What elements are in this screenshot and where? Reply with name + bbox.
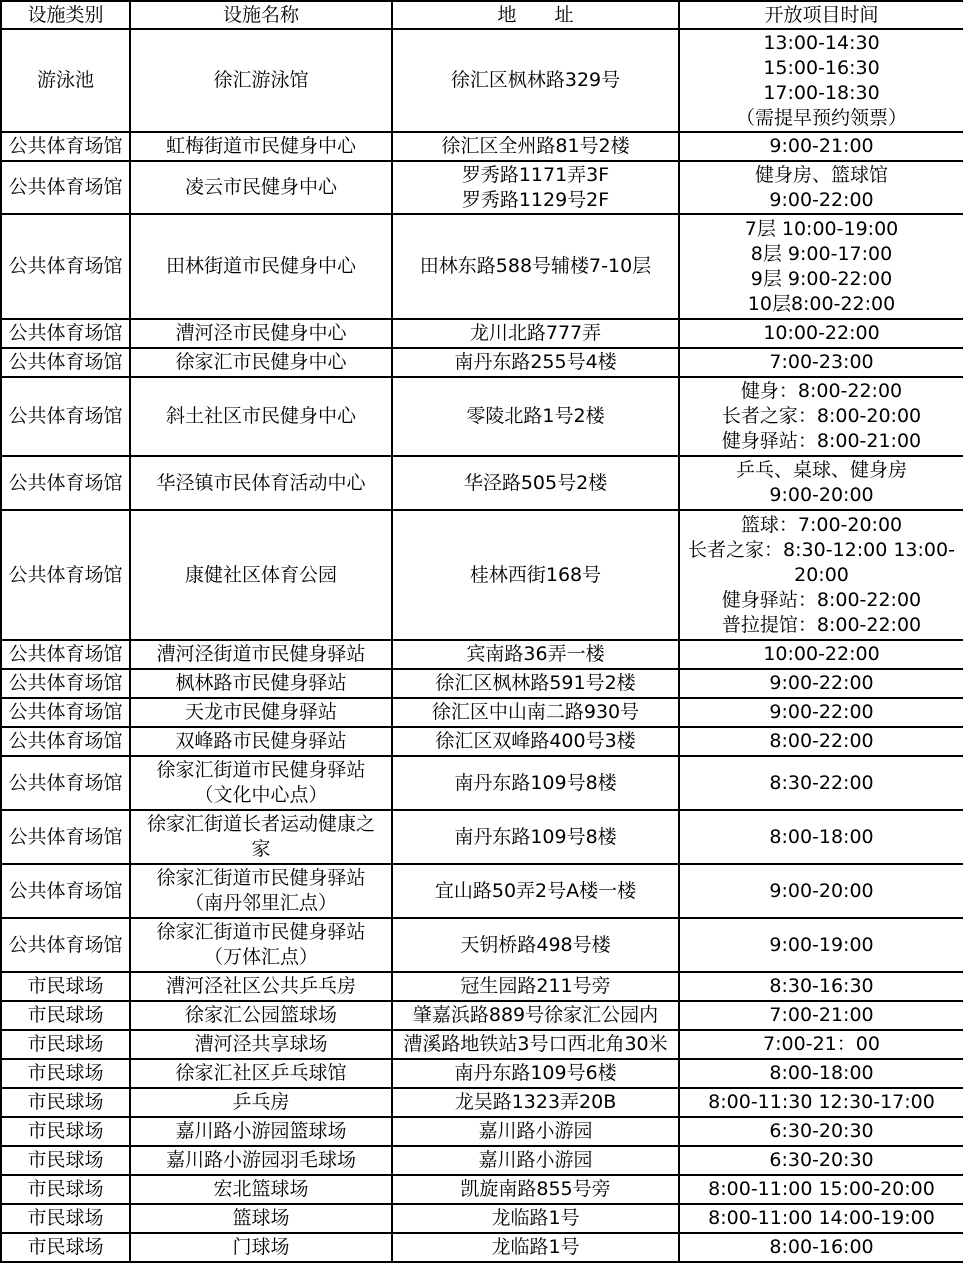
cell-hours-line: 8:00-22:00 <box>769 730 874 752</box>
cell-address-line: 龙吴路1323弄20B <box>454 1091 617 1113</box>
cell-address <box>392 810 679 864</box>
cell-hours-line: 10:00-22:00 <box>763 643 880 665</box>
cell-hours-line: 7:00-21：00 <box>763 1033 880 1055</box>
cell-hours-line: 长者之家：8:00-20:00 <box>721 405 922 427</box>
table-row <box>1 1001 963 1030</box>
cell-address <box>392 377 679 456</box>
cell-facility-name <box>130 810 392 864</box>
cell-hours <box>679 756 963 810</box>
cell-category: 公共体育场馆 <box>1 810 130 864</box>
cell-address <box>392 640 679 669</box>
cell-category: 市民球场 <box>1 1175 130 1204</box>
header-row <box>1 1 963 29</box>
cell-address <box>392 161 679 214</box>
cell-hours-line: 9:00-21:00 <box>769 135 874 157</box>
cell-hours-line: 长者之家：8:30-12:00 13:00- <box>688 538 955 561</box>
cell-address <box>392 1146 679 1175</box>
cell-hours <box>679 1204 963 1233</box>
cell-facility-name-line: 双峰路市民健身驿站 <box>175 730 347 752</box>
cell-facility-name <box>130 756 392 810</box>
table-row <box>1 456 963 510</box>
cell-address <box>392 1233 679 1262</box>
cell-address <box>392 456 679 510</box>
cell-category: 游泳池 <box>1 29 130 132</box>
cell-facility-name-line: 徐家汇街道长者运动健康之 <box>146 813 375 835</box>
cell-hours-line: 9:00-19:00 <box>769 933 874 956</box>
table-row <box>1 698 963 727</box>
table-row <box>1 1117 963 1146</box>
cell-hours <box>679 161 963 214</box>
cell-category: 公共体育场馆 <box>1 669 130 698</box>
cell-facility-name-line: 乒乓房 <box>232 1091 290 1113</box>
table-row <box>1 756 963 810</box>
cell-address <box>392 1030 679 1059</box>
cell-hours <box>679 640 963 669</box>
cell-address <box>392 698 679 727</box>
cell-facility-name <box>130 727 392 756</box>
cell-hours <box>679 29 963 132</box>
cell-category: 公共体育场馆 <box>1 348 130 377</box>
cell-facility-name-line: 徐家汇社区乒乓球馆 <box>175 1062 347 1084</box>
cell-hours-line: 17:00-18:30 <box>763 81 880 104</box>
cell-category: 公共体育场馆 <box>1 510 130 640</box>
cell-hours <box>679 727 963 756</box>
cell-hours <box>679 1233 963 1262</box>
cell-category: 公共体育场馆 <box>1 727 130 756</box>
cell-hours-line: 15:00-16:30 <box>763 56 880 79</box>
cell-facility-name <box>130 1117 392 1146</box>
cell-address-line: 南丹东路255号4楼 <box>454 351 617 373</box>
cell-category: 市民球场 <box>1 1088 130 1117</box>
cell-category: 公共体育场馆 <box>1 756 130 810</box>
cell-address-line: 田林东路588号辅楼7-10层 <box>419 255 652 277</box>
cell-hours-line: 6:30-20:30 <box>769 1149 874 1171</box>
cell-facility-name <box>130 1233 392 1262</box>
cell-facility-name-line: 虹梅街道市民健身中心 <box>165 135 356 157</box>
cell-address <box>392 727 679 756</box>
cell-hours-line: 9:00-22:00 <box>769 701 874 723</box>
cell-hours-line: 健身：8:00-22:00 <box>740 380 903 402</box>
cell-hours <box>679 1001 963 1030</box>
cell-facility-name <box>130 918 392 972</box>
cell-category: 市民球场 <box>1 1204 130 1233</box>
cell-category: 市民球场 <box>1 1030 130 1059</box>
cell-hours <box>679 214 963 319</box>
cell-address-line: 徐汇区中山南二路930号 <box>431 701 640 723</box>
cell-facility-name-line: 斜土社区市民健身中心 <box>165 405 356 427</box>
cell-facility-name-line: 徐汇游泳馆 <box>213 69 309 91</box>
cell-category: 市民球场 <box>1 1233 130 1262</box>
cell-facility-name <box>130 29 392 132</box>
cell-facility-name <box>130 1146 392 1175</box>
cell-facility-name <box>130 1175 392 1204</box>
cell-address <box>392 132 679 161</box>
cell-hours-line: 9:00-20:00 <box>769 484 874 506</box>
cell-facility-name <box>130 669 392 698</box>
cell-address-line: 凯旋南路855号旁 <box>460 1178 611 1200</box>
cell-address-line: 南丹东路109号8楼 <box>454 771 617 794</box>
cell-facility-name-line: （南丹邻里汇点） <box>184 892 337 914</box>
cell-facility-name-line: 宏北篮球场 <box>213 1178 309 1200</box>
cell-hours-line: 9:00-22:00 <box>769 672 874 694</box>
cell-hours-line: 8:30-16:30 <box>769 975 874 997</box>
cell-hours <box>679 456 963 510</box>
cell-hours <box>679 669 963 698</box>
cell-address <box>392 756 679 810</box>
cell-address <box>392 29 679 132</box>
table-row <box>1 1204 963 1233</box>
cell-hours-line: 健身驿站：8:00-21:00 <box>721 430 922 452</box>
cell-address <box>392 1001 679 1030</box>
cell-hours-line: 6:30-20:30 <box>769 1120 874 1142</box>
cell-hours-line: 13:00-14:30 <box>763 31 880 54</box>
table-row <box>1 918 963 972</box>
cell-address-line: 漕溪路地铁站3号口西北角30米 <box>403 1033 668 1055</box>
cell-category: 公共体育场馆 <box>1 132 130 161</box>
cell-hours-line: 9层 9:00-22:00 <box>750 267 893 290</box>
table-row <box>1 810 963 864</box>
cell-facility-name-line: 凌云市民健身中心 <box>184 176 337 198</box>
cell-facility-name-line: 漕河泾共享球场 <box>194 1033 328 1055</box>
table-row <box>1 377 963 456</box>
cell-hours-line: 乒乓、桌球、健身房 <box>735 459 907 481</box>
cell-facility-name <box>130 319 392 348</box>
cell-hours-line: 健身房、篮球馆 <box>754 163 888 186</box>
cell-hours-line: 10层8:00-22:00 <box>747 292 896 315</box>
cell-hours-line: 普拉提馆：8:00-22:00 <box>721 613 922 636</box>
table-row <box>1 669 963 698</box>
table-row <box>1 510 963 640</box>
cell-hours-line: 9:00-22:00 <box>769 188 874 211</box>
cell-address-line: 南丹东路109号6楼 <box>454 1062 617 1084</box>
table-row <box>1 864 963 918</box>
cell-address-line: 天钥桥路498号楼 <box>460 933 611 956</box>
cell-address-line: 徐汇区双峰路400号3楼 <box>435 730 636 752</box>
cell-facility-name <box>130 132 392 161</box>
table-row <box>1 1146 963 1175</box>
cell-hours-line: 8:30-22:00 <box>769 771 874 794</box>
cell-category: 市民球场 <box>1 1117 130 1146</box>
cell-facility-name <box>130 1001 392 1030</box>
cell-address-line: 华泾路505号2楼 <box>463 471 608 494</box>
cell-hours-line: 8:00-11:00 14:00-19:00 <box>708 1207 935 1229</box>
cell-address-line: 南丹东路109号8楼 <box>454 825 617 848</box>
cell-facility-name <box>130 640 392 669</box>
cell-facility-name-line: （万体汇点） <box>203 946 318 968</box>
cell-facility-name-line: 枫林路市民健身驿站 <box>175 672 347 694</box>
cell-hours <box>679 1059 963 1088</box>
cell-facility-name <box>130 1204 392 1233</box>
cell-facility-name-line: 徐家汇市民健身中心 <box>175 351 347 373</box>
cell-hours <box>679 1088 963 1117</box>
cell-facility-name <box>130 1030 392 1059</box>
cell-category: 市民球场 <box>1 1146 130 1175</box>
header-name: 设施名称 <box>130 1 392 29</box>
table-row <box>1 161 963 214</box>
cell-facility-name-line: 徐家汇公园篮球场 <box>184 1004 337 1026</box>
cell-facility-name <box>130 214 392 319</box>
table-row <box>1 1088 963 1117</box>
table-row <box>1 214 963 319</box>
cell-address <box>392 510 679 640</box>
cell-address-line: 肇嘉浜路889号徐家汇公园内 <box>412 1004 659 1026</box>
cell-hours <box>679 1030 963 1059</box>
cell-category: 公共体育场馆 <box>1 377 130 456</box>
cell-address-line: 罗秀路1129号2F <box>461 188 610 211</box>
table-row <box>1 1059 963 1088</box>
table-row <box>1 132 963 161</box>
cell-address <box>392 972 679 1001</box>
cell-category: 市民球场 <box>1 1001 130 1030</box>
cell-address-line: 龙川北路777弄 <box>469 322 602 344</box>
cell-category: 市民球场 <box>1 972 130 1001</box>
cell-facility-name-line: 漕河泾市民健身中心 <box>175 322 347 344</box>
cell-address <box>392 669 679 698</box>
cell-address <box>392 1088 679 1117</box>
cell-facility-name <box>130 972 392 1001</box>
cell-category: 市民球场 <box>1 1059 130 1088</box>
cell-category: 公共体育场馆 <box>1 698 130 727</box>
cell-facility-name <box>130 456 392 510</box>
cell-hours <box>679 377 963 456</box>
cell-facility-name-line: 嘉川路小游园篮球场 <box>175 1120 347 1142</box>
cell-address-line: 龙临路1号 <box>491 1207 580 1229</box>
header-address: 地 址 <box>392 1 679 29</box>
cell-hours-line: （需提早预约领票） <box>735 106 907 129</box>
cell-facility-name-line: 天龙市民健身驿站 <box>184 701 337 723</box>
cell-facility-name-line: 嘉川路小游园羽毛球场 <box>165 1149 356 1171</box>
cell-facility-name-line: 家 <box>251 838 271 860</box>
cell-facility-name-line: 门球场 <box>232 1236 290 1258</box>
cell-address <box>392 348 679 377</box>
cell-hours <box>679 1146 963 1175</box>
cell-hours <box>679 348 963 377</box>
header-hours: 开放项目时间 <box>679 1 963 29</box>
cell-facility-name <box>130 1059 392 1088</box>
cell-address <box>392 1204 679 1233</box>
cell-hours-line: 健身驿站：8:00-22:00 <box>721 588 922 611</box>
cell-address <box>392 918 679 972</box>
cell-facility-name-line: 篮球场 <box>232 1207 290 1229</box>
cell-hours-line: 8:00-18:00 <box>769 825 874 848</box>
cell-facility-name <box>130 698 392 727</box>
cell-facility-name-line: 徐家汇街道市民健身驿站 <box>156 867 366 889</box>
cell-hours <box>679 132 963 161</box>
cell-hours-line: 20:00 <box>794 563 849 586</box>
table-row <box>1 972 963 1001</box>
cell-hours-line: 7:00-21:00 <box>769 1004 874 1026</box>
cell-facility-name <box>130 348 392 377</box>
cell-address-line: 宾南路36弄一楼 <box>466 643 605 665</box>
cell-hours <box>679 1175 963 1204</box>
table-row <box>1 29 963 132</box>
cell-facility-name-line: 田林街道市民健身中心 <box>165 255 356 277</box>
cell-address-line: 徐汇区枫林路329号 <box>450 69 621 91</box>
cell-hours-line: 8:00-11:30 12:30-17:00 <box>708 1091 935 1113</box>
cell-address-line: 嘉川路小游园 <box>478 1149 593 1171</box>
table-row <box>1 319 963 348</box>
cell-facility-name-line: 漕河泾社区公共乒乓房 <box>165 975 356 997</box>
cell-hours-line: 10:00-22:00 <box>763 322 880 344</box>
cell-hours-line: 8:00-11:00 15:00-20:00 <box>708 1178 935 1200</box>
cell-hours-line: 8:00-18:00 <box>769 1062 874 1084</box>
table-row <box>1 1175 963 1204</box>
cell-facility-name-line: 漕河泾街道市民健身驿站 <box>156 643 366 665</box>
table-row <box>1 348 963 377</box>
table-body <box>1 29 963 1262</box>
cell-address-line: 罗秀路1171弄3F <box>461 163 610 186</box>
cell-category: 公共体育场馆 <box>1 161 130 214</box>
table-row <box>1 640 963 669</box>
cell-hours <box>679 698 963 727</box>
table-row <box>1 727 963 756</box>
cell-address <box>392 319 679 348</box>
table-row <box>1 1030 963 1059</box>
cell-hours <box>679 864 963 918</box>
cell-category: 公共体育场馆 <box>1 640 130 669</box>
cell-hours-line: 9:00-20:00 <box>769 879 874 902</box>
cell-hours <box>679 1117 963 1146</box>
cell-facility-name <box>130 510 392 640</box>
cell-facility-name <box>130 161 392 214</box>
cell-facility-name-line: 徐家汇街道市民健身驿站 <box>156 921 366 943</box>
cell-address-line: 徐汇区全州路81号2楼 <box>441 135 630 157</box>
cell-category: 公共体育场馆 <box>1 864 130 918</box>
cell-address <box>392 1175 679 1204</box>
cell-facility-name <box>130 377 392 456</box>
cell-address-line: 桂林西街168号 <box>469 563 602 586</box>
cell-address-line: 徐汇区枫林路591号2楼 <box>435 672 636 694</box>
cell-hours-line: 7层 10:00-19:00 <box>744 217 899 240</box>
cell-facility-name-line: 华泾镇市民体育活动中心 <box>156 471 366 494</box>
cell-category: 公共体育场馆 <box>1 214 130 319</box>
cell-hours <box>679 918 963 972</box>
cell-address-line: 宜山路50弄2号A楼一楼 <box>434 879 637 902</box>
cell-hours <box>679 810 963 864</box>
cell-hours-line: 8层 9:00-17:00 <box>750 242 893 265</box>
cell-category: 公共体育场馆 <box>1 319 130 348</box>
cell-address <box>392 1059 679 1088</box>
cell-facility-name-line: 徐家汇街道市民健身驿站 <box>156 759 366 781</box>
cell-category: 公共体育场馆 <box>1 918 130 972</box>
cell-hours <box>679 510 963 640</box>
cell-address-line: 零陵北路1号2楼 <box>466 405 605 427</box>
cell-address-line: 嘉川路小游园 <box>478 1120 593 1142</box>
cell-hours <box>679 319 963 348</box>
cell-address-line: 冠生园路211号旁 <box>460 975 611 997</box>
table-row <box>1 1233 963 1262</box>
cell-hours <box>679 972 963 1001</box>
cell-facility-name <box>130 1088 392 1117</box>
cell-facility-name-line: 康健社区体育公园 <box>184 563 337 586</box>
cell-facility-name <box>130 864 392 918</box>
cell-address <box>392 1117 679 1146</box>
cell-address-line: 龙临路1号 <box>491 1236 580 1258</box>
cell-category: 公共体育场馆 <box>1 456 130 510</box>
cell-address <box>392 214 679 319</box>
header-category: 设施类别 <box>1 1 130 29</box>
cell-facility-name-line: （文化中心点） <box>194 784 328 806</box>
cell-hours-line: 8:00-16:00 <box>769 1236 874 1258</box>
cell-hours-line: 篮球：7:00-20:00 <box>740 513 903 536</box>
cell-hours-line: 7:00-23:00 <box>769 351 874 373</box>
cell-address <box>392 864 679 918</box>
